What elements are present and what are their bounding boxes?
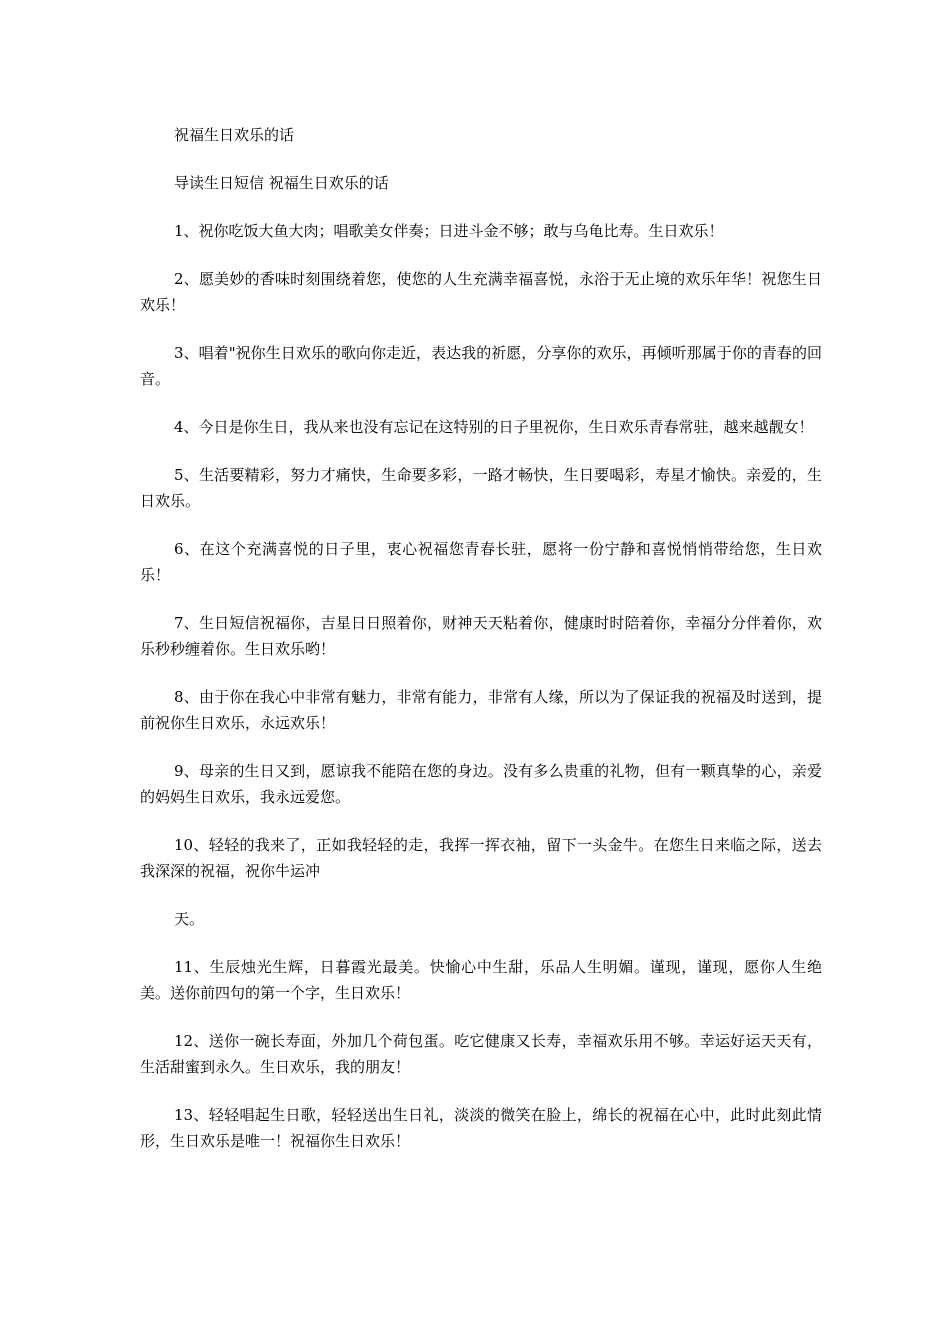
document-title: 祝福生日欢乐的话 <box>174 126 295 144</box>
paragraph-1: 1、祝你吃饭大鱼大肉；唱歌美女伴奏；日进斗金不够；敢与乌龟比寿。生日欢乐！ <box>174 222 724 240</box>
paragraph-2: 2、愿美妙的香味时刻围绕着您，使您的人生充满幸福喜悦，永浴于无止境的欢乐年华！祝您生日欢乐！ <box>140 270 822 314</box>
paragraph-4: 4、今日是你生日，我从来也没有忘记在这特别的日子里祝你，生日欢乐青春常驻，越来越靓女！ <box>174 418 814 436</box>
paragraph-12: 12、送你一碗长寿面，外加几个荷包蛋。吃它健康又长寿，幸福欢乐用不够。幸运好运天天有，生活甜蜜到永久。生日欢乐，我的朋友！ <box>140 1032 822 1076</box>
paragraph-3: 3、唱着"祝你生日欢乐的歌向你走近，表达我的祈愿，分享你的欢乐，再倾听那属于你的青春的回音。 <box>140 344 822 388</box>
paragraph-11: 11、生辰烛光生辉，日暮霞光最美。快愉心中生甜，乐品人生明媚。谨现，谨现，愿你人生绝美。送你前四句的第一个字，生日欢乐！ <box>140 958 822 1002</box>
paragraph-5: 5、生活要精彩，努力才痛快，生命要多彩，一路才畅快，生日要喝彩，寿星才愉快。亲爱的，生日欢乐。 <box>140 466 822 510</box>
document-lead: 导读生日短信 祝福生日欢乐的话 <box>174 174 389 192</box>
paragraph-10-continued: 天。 <box>174 910 205 928</box>
paragraph-6: 6、在这个充满喜悦的日子里，衷心祝福您青春长驻，愿将一份宁静和喜悦悄悄带给您，生日欢乐！ <box>140 540 822 584</box>
paragraph-10: 10、轻轻的我来了，正如我轻轻的走，我挥一挥衣袖，留下一头金牛。在您生日来临之际，送去我深深的祝福，祝你牛运冲 <box>140 836 822 880</box>
paragraph-9: 9、母亲的生日又到，愿谅我不能陪在您的身边。没有多么贵重的礼物，但有一颗真挚的心，亲爱的妈妈生日欢乐，我永远爱您。 <box>140 762 822 806</box>
document-body <box>140 122 822 1176</box>
paragraph-8: 8、由于你在我心中非常有魅力，非常有能力，非常有人缘，所以为了保证我的祝福及时送到，提前祝你生日欢乐，永远欢乐！ <box>140 688 822 732</box>
paragraph-7: 7、生日短信祝福你，吉星日日照着你，财神天天粘着你，健康时时陪着你，幸福分分伴着你，欢乐秒秒缠着你。生日欢乐哟！ <box>140 614 822 658</box>
paragraph-13: 13、轻轻唱起生日歌，轻轻送出生日礼，淡淡的微笑在脸上，绵长的祝福在心中，此时此刻此情形，生日欢乐是唯一！祝福你生日欢乐！ <box>140 1106 822 1150</box>
